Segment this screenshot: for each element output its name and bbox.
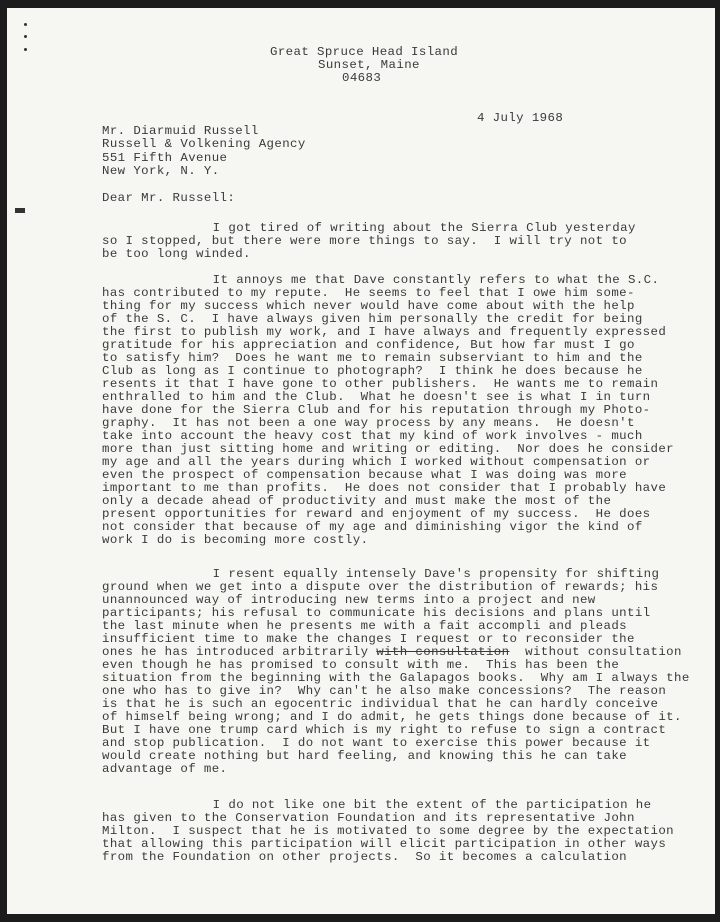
body-line: graphy. It has not been a one way process by any means. He doesn't — [102, 416, 635, 430]
body-line: one who has to give in? Why can't he also make concessions? The reason — [102, 684, 667, 698]
recipient-city: New York, N. Y. — [102, 164, 220, 178]
recipient-street: 551 Fifth Avenue — [102, 151, 228, 165]
struck-text: with consultation — [376, 645, 510, 659]
body-line: of the S. C. I have always given him personally the credit for being — [102, 312, 643, 326]
body-line: so I stopped, but there were more things to say. I will try not to — [102, 234, 627, 248]
recipient-name: Mr. Diarmuid Russell — [102, 124, 259, 138]
body-line: Club as long as I continue to photograph? I think he does because he — [102, 364, 643, 378]
body-line: that allowing this participation will elicit participation in other ways — [102, 837, 667, 851]
letterhead-line: Sunset, Maine — [318, 58, 420, 72]
body-line: It annoys me that Dave constantly refers to what the S.C. — [150, 273, 660, 287]
letter-date: 4 July 1968 — [477, 111, 564, 125]
body-line: situation from the beginning with the Galapagos books. Why am I always the — [102, 671, 690, 685]
body-line: have done for the Sierra Club and for his reputation through my Photo- — [102, 403, 651, 417]
body-line: and stop publication. I do not want to exercise this power because it — [102, 736, 651, 750]
body-line: important to me than profits. He does not consider that I probably have — [102, 481, 667, 495]
body-line: has given to the Conservation Foundation and its representative John — [102, 811, 635, 825]
body-line: unannounced way of introducing new terms into a project and new — [102, 593, 596, 607]
body-line: insufficient time to make the changes I request or to reconsider the — [102, 632, 635, 646]
body-line: not consider that because of my age and diminishing vigor the kind of — [102, 520, 643, 534]
strike-line-after: without consultation — [509, 645, 682, 659]
body-line: even the prospect of compensation because what I was doing was more — [102, 468, 627, 482]
body-line: advantage of me. — [102, 762, 228, 776]
body-line: even though he has promised to consult with me. This has been the — [102, 658, 620, 672]
body-line: enthralled to him and the Club. What he doesn't see is what I in turn — [102, 390, 651, 404]
salutation: Dear Mr. Russell: — [102, 191, 236, 205]
body-line: work I do is becoming more costly. — [102, 533, 369, 547]
recipient-company: Russell & Volkening Agency — [102, 137, 306, 151]
body-line: has contributed to my repute. He seems to feel that I owe him some- — [102, 286, 635, 300]
letterhead-zip: 04683 — [342, 71, 382, 85]
body-line: resents it that I have gone to other publishers. He wants me to remain — [102, 377, 659, 391]
body-line: present opportunities for reward and enjoyment of my success. He does — [102, 507, 651, 521]
letter-page — [7, 8, 715, 914]
body-line: Milton. I suspect that he is motivated to some degree by the expectation — [102, 824, 674, 838]
body-line: of himself being wrong; and I do admit, he gets things done because of it. — [102, 710, 682, 724]
letter-body — [7, 8, 715, 914]
body-line: thing for my success which never would have come about with the help — [102, 299, 635, 313]
body-line: I resent equally intensely Dave's propensity for shifting — [150, 567, 660, 581]
strike-line — [102, 646, 682, 658]
body-line: gratitude for his appreciation and confidence, But how far must I go — [102, 338, 635, 352]
body-line: my age and all the years during which I worked without compensation or — [102, 455, 651, 469]
body-line: I do not like one bit the extent of the participation he — [150, 798, 652, 812]
body-line: is that he is such an egocentric individual that he can hardly conceive — [102, 697, 659, 711]
body-line: from the Foundation on other projects. So it becomes a calculation — [102, 850, 627, 864]
body-line: I got tired of writing about the Sierra Club yesterday — [150, 221, 636, 235]
body-line: the last minute when he presents me with a fait accompli and pleads — [102, 619, 627, 633]
letterhead-line: Great Spruce Head Island — [270, 45, 459, 59]
body-line: be too long winded. — [102, 247, 251, 261]
body-line: the first to publish my work, and I have always and frequently expressed — [102, 325, 667, 339]
body-line: only a decade ahead of productivity and must make the most of the — [102, 494, 612, 508]
body-line: to satisfy him? Does he want me to remain subserviant to him and the — [102, 351, 643, 365]
body-line: more than just sitting home and writing or editing. Nor does he consider — [102, 442, 674, 456]
body-line: ground when we get into a dispute over the distribution of rewards; his — [102, 580, 659, 594]
strike-line-before: ones he has introduced arbitrarily — [102, 645, 377, 659]
body-line: participants; his refusal to communicate his decisions and plans until — [102, 606, 651, 620]
body-line: take into account the heavy cost that my kind of work involves - much — [102, 429, 643, 443]
body-line: would create nothing but hard feeling, and knowing this he can take — [102, 749, 627, 763]
body-line: But I have one trump card which is my right to refuse to sign a contract — [102, 723, 667, 737]
